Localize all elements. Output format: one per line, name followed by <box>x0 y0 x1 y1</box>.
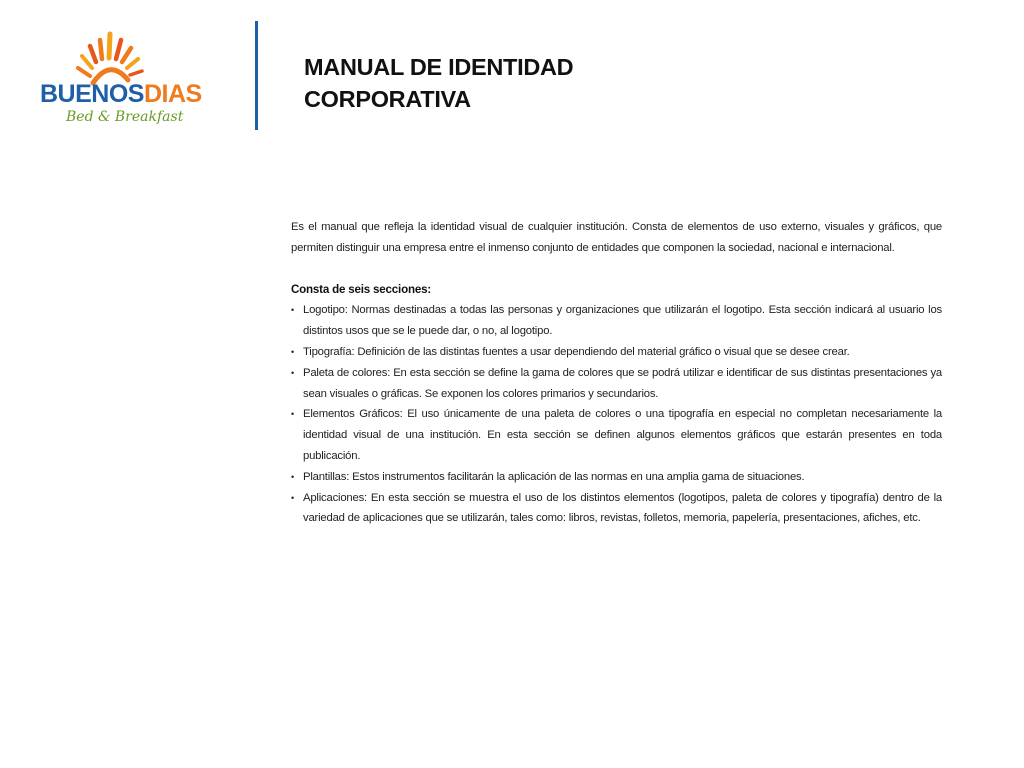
list-item-text: Paleta de colores: En esta sección se define la gama de colores que se podrá utilizar e identificar de sus distintas presentaciones ya sean visuales o gráficas. Se exponen los colores primarios y secundarios. <box>303 366 942 400</box>
list-item-text: Tipografía: Definición de las distintas fuentes a usar dependiendo del material gráfico o visual que se desee crear. <box>303 345 850 358</box>
intro-paragraph: Es el manual que refleja la identidad visual de cualquier institución. Consta de elementos de uso externo, visuales y gráficos, que permiten distinguir una empresa entre el inmenso conjunto de entidades que componen la sociedad, nacional e internacional. <box>291 221 942 254</box>
title-line-2: CORPORATIVA <box>304 86 471 112</box>
list-item-text: Aplicaciones: En esta sección se muestra el uso de los distintos elementos (logotipos, paleta de colores y tipografía) dentro de la variedad de aplicaciones que se utilizarán, tales como: libros, revistas, folletos, memoria, papelería, presentaciones, afiches, etc. <box>303 491 942 525</box>
buenosdias-logo <box>38 28 228 128</box>
list-item-aplicaciones <box>291 488 942 530</box>
list-item-tipografia <box>291 342 942 363</box>
bullet-icon: • <box>291 305 294 316</box>
bullet-icon: • <box>291 471 294 482</box>
page-title <box>304 51 573 115</box>
svg-text:BUENOSDIAS <box>40 80 202 108</box>
list-item-text: Elementos Gráficos: El uso únicamente de una paleta de colores o una tipografía en especial no completan necesariamente la identidad visual de una institución. En esta sección se definen algunos elementos gráficos que estarán presentes en toda publicación. <box>303 408 942 462</box>
bullet-icon: • <box>291 409 294 420</box>
list-item-text: Logotipo: Normas destinadas a todas las personas y organizaciones que utilizarán el logotipo. Esta sección indicará al usuario los distintos usos que se le puede dar, o no, al logotipo. <box>303 304 942 338</box>
brand-name-part2: DIAS <box>143 80 202 108</box>
title-line-1: MANUAL DE IDENTIDAD <box>304 54 574 80</box>
sections-list <box>291 300 942 529</box>
bullet-icon: • <box>291 492 294 503</box>
manual-description <box>291 217 942 529</box>
list-item-logotipo <box>291 300 942 342</box>
sections-heading: Consta de seis secciones: <box>291 282 431 296</box>
brand-name-part1: BUENOS <box>40 80 144 108</box>
brand-tagline: Bed & Breakfast <box>66 109 184 125</box>
bullet-icon: • <box>291 346 294 357</box>
list-item-plantillas <box>291 467 942 488</box>
list-item-text: Plantillas: Estos instrumentos facilitarán la aplicación de las normas en una amplia gama de situaciones. <box>303 470 805 483</box>
list-item-elementos-graficos <box>291 404 942 466</box>
header-divider <box>255 21 258 130</box>
list-item-paleta-colores <box>291 363 942 405</box>
logo-graphic <box>38 28 228 128</box>
bullet-icon: • <box>291 367 294 378</box>
